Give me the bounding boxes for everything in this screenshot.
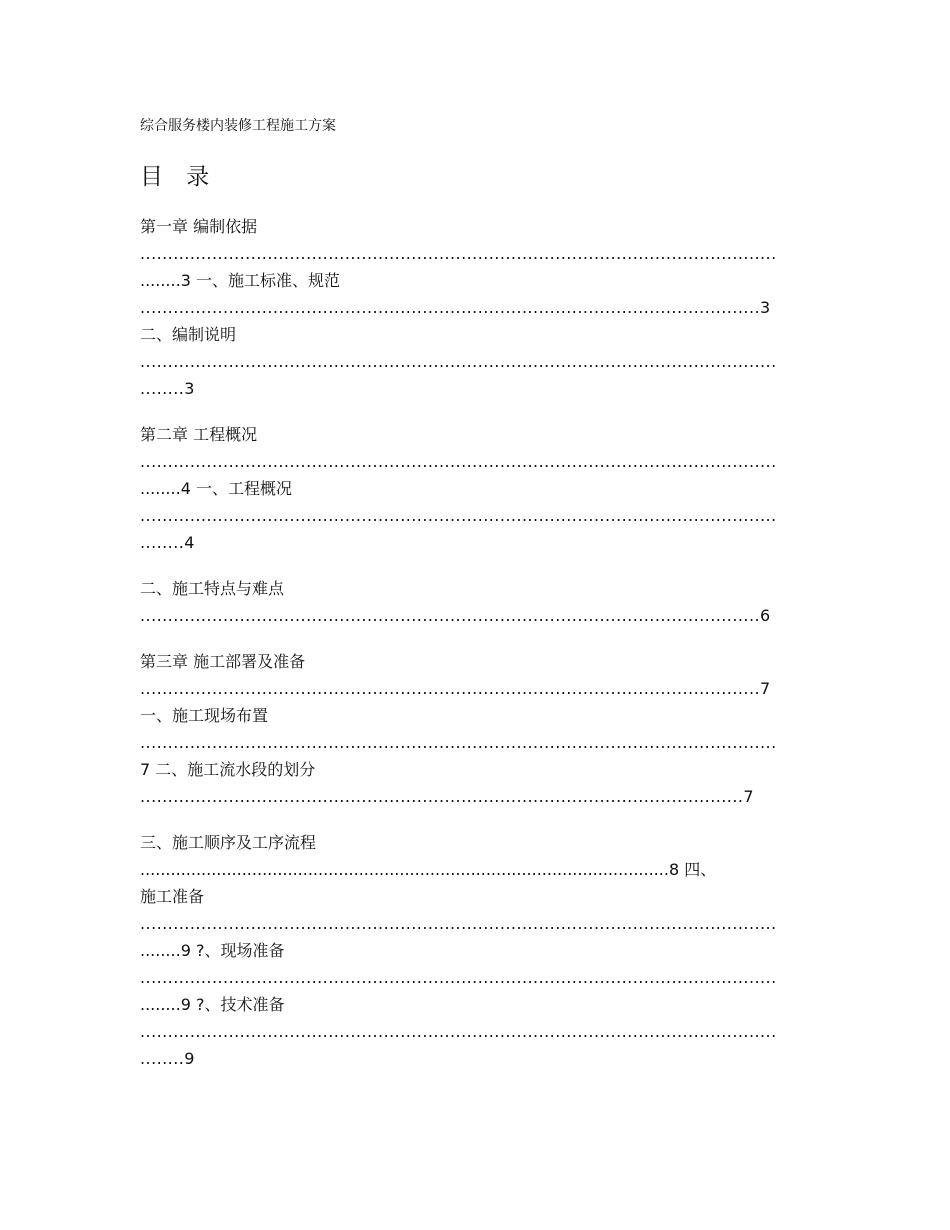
document-title: 综合服务楼内装修工程施工方案	[140, 118, 336, 134]
toc-line: 第一章 编制依据	[140, 217, 258, 236]
toc-leader-line: ...................................................................................................................	[140, 968, 777, 987]
toc-line: ........4 一、工程概况	[140, 479, 292, 498]
toc-leader-line: ...................................................................................................................	[140, 733, 777, 752]
toc-line: 第三章 施工部署及准备	[140, 652, 306, 671]
toc-line: ........9 ?、技术准备	[140, 995, 285, 1014]
toc-line: ........9 ?、现场准备	[140, 941, 285, 960]
toc-line: 施工准备	[140, 887, 205, 906]
toc-leader-line: ...................................................................................................................	[140, 452, 777, 471]
toc-leader-line: ........3	[140, 379, 195, 398]
toc-leader-line: ...................................................................................................................	[140, 1022, 777, 1041]
toc-leader-line: ........................................................................................................8 四、	[140, 860, 717, 879]
toc-heading: 目 录	[140, 164, 218, 190]
toc-leader-line: ...................................................................................................................	[140, 352, 777, 371]
toc-leader-line: .............................................................................................................7	[140, 787, 755, 806]
toc-leader-line: ...................................................................................................................	[140, 506, 777, 525]
toc-line: 一、施工现场布置	[140, 706, 269, 725]
toc-line: 三、施工顺序及工序流程	[140, 833, 317, 852]
toc-leader-line: ................................................................................................................3	[140, 298, 771, 317]
toc-line: 二、编制说明	[140, 325, 237, 344]
toc-line: 7 二、施工流水段的划分	[140, 760, 316, 779]
toc-leader-line: ...................................................................................................................	[140, 244, 777, 263]
toc-leader-line: ...................................................................................................................	[140, 914, 777, 933]
toc-line: ........3 一、施工标准、规范	[140, 271, 340, 290]
toc-leader-line: ................................................................................................................7	[140, 679, 771, 698]
toc-leader-line: ........9	[140, 1049, 195, 1068]
toc-line: 二、施工特点与难点	[140, 579, 285, 598]
toc-line: 第二章 工程概况	[140, 425, 258, 444]
toc-leader-line: ........4	[140, 533, 195, 552]
toc-leader-line: ................................................................................................................6	[140, 606, 771, 625]
